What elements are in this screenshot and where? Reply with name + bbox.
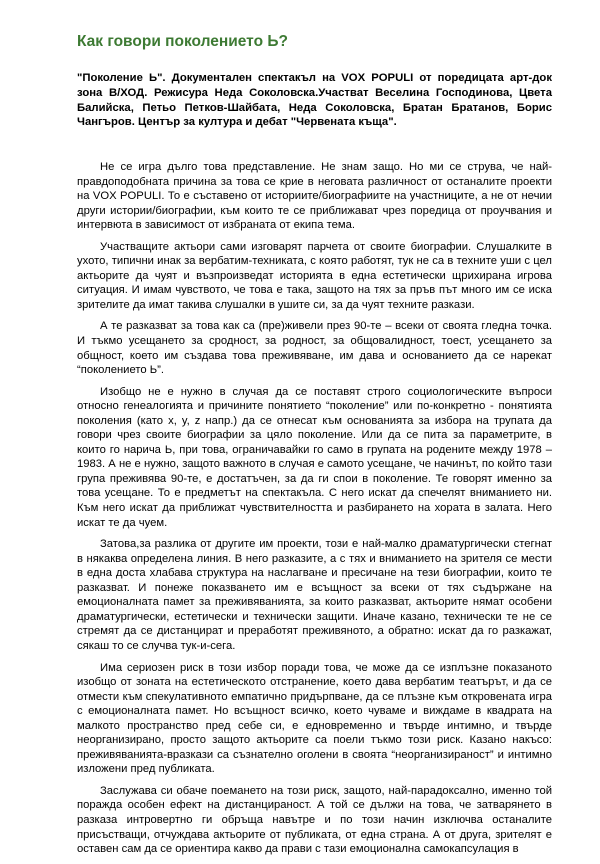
- paragraph-7: Заслужава си обаче поемането на този риск, защото, най-парадоксално, именно той поражда особен ефект на дистанцираност. А той се дължи на това, че затварянето в разказа интровертно ги обръща навътре и по този начин изключва останалите присъстващи, отчуждава актьорите от публиката, от една страна. А от друга, зрителят е оставен сам да се ориентира какво да прави с тази емоционална самокапсулация в: [77, 784, 552, 856]
- paragraph-6: Има сериозен риск в този избор поради това, че може да се изплъзне показаното изобщо от зоната на естетическото отстранение, което дава вербатим театърът, и да се отмести към спекулативното емпатично придърпване, да се плъзне към откровената игра с емоционалната памет. Но всъщност всичко, което чуваме и виждаме в квадрата на малкото пространство пред себе си, е едновременно и твърде интимно, и твърде неорганизирано, просто защото актьорите са поели тъкмо този риск. Казано накъсо: преживяванията-вразкази са съзнателно оголени в своята “неорганизираност” и интимно изложени пред публиката.: [77, 661, 552, 776]
- paragraph-5: Затова,за разлика от другите им проекти, този е най-малко драматургически стегнат в някаква определена линия. В него разказите, а с тях и вниманието на зрителя се мести в една доста хлабава структура на наслагване и пресичане на тези биографии, които те разказват. И понеже показването им е всъщност за всеки от тях съдържане на емоционалната памет за преживяванията, за които разказват, актьорите нямат особени драматургически, естетически и технически защити. Иначе казано, технически те не се стремят да се дистанцират и преработят преживяното, а обратно: искат да го разкажат, сякаш то се случва тук-и-сега.: [77, 538, 552, 652]
- paragraph-2: Участващите актьори сами изговарят парчета от своите биографии. Слушалките в ухото, типични инак за вербатим-техниката, с която работят, тук не са в техните уши с цел актьорите да чуят и възпроизведат историята в една естетически щрихирана игрова ситуация. И имам чувството, че това е така, защото на тях за пръв път много им се иска зрителите да имат такива слушалки в ушите си, за да чуят техните разкази.: [77, 240, 552, 311]
- paragraph-3: А те разказват за това как са (пре)живели през 90-те – всеки от своята гледна точка. И тъкмо усещането за сродност, за родност, за общовалидност, тоест, усещането за общност, което им създава това преживяване, им дава и основанието да се нарекат “поколението Ь”.: [77, 320, 552, 377]
- paragraph-1: Не се игра дълго това представление. Не знам защо. Но ми се струва, че най-правдоподобната причина за това се крие в неговата различност от останалите проекти на VOX POPULI. То е съставено от историите/биографиите на участниците, а не от нечии други истории/биографии, към които те се приближават чрез поредица от проучвания и интервюта в зависимост от избраната от екипа тема.: [77, 161, 552, 232]
- article-body: [77, 160, 552, 864]
- paragraph-4: Изобщо не е нужно в случая да се поставят строго социологическите въпроси относно генеалогията и причините понятието “поколение” или по-конкретно - понятията поколения (като x, y, z напр.) да се отнесат към основанията за избора на трупата да говори чрез своите биографии за цяло поколение. Или да се пита за параметрите, в които го нарича Ь, при това, ограничавайки го само в групата на родените между 1978 – 1983. А не е нужно, защото важното в случая е самото усещане, че начинът, по който тази група преживява 90-те, е достатъчен, за да ги спои в поколение. Те говорят именно за това усещане. То е предметът на спектакъла. С него искат да спечелят вниманието ни. Към него искат да приближат чувствителността и разбирането на хората в залата. Него искат те да чуем.: [77, 385, 552, 529]
- article-subtitle: "Поколение Ь". Документален спектакъл на VOX POPULI от поредицата арт-док зона В/ХОД. Режисура Неда Соколовска.Участват Веселина Господинова, Цвета Балийска, Петьо Петков-Шайбата, Неда Соколовска, Братан Братанов, Борис Чангъров. Център за култура и дебат "Червената къща".: [77, 72, 552, 129]
- article-title: Как говори поколението Ь?: [77, 33, 288, 50]
